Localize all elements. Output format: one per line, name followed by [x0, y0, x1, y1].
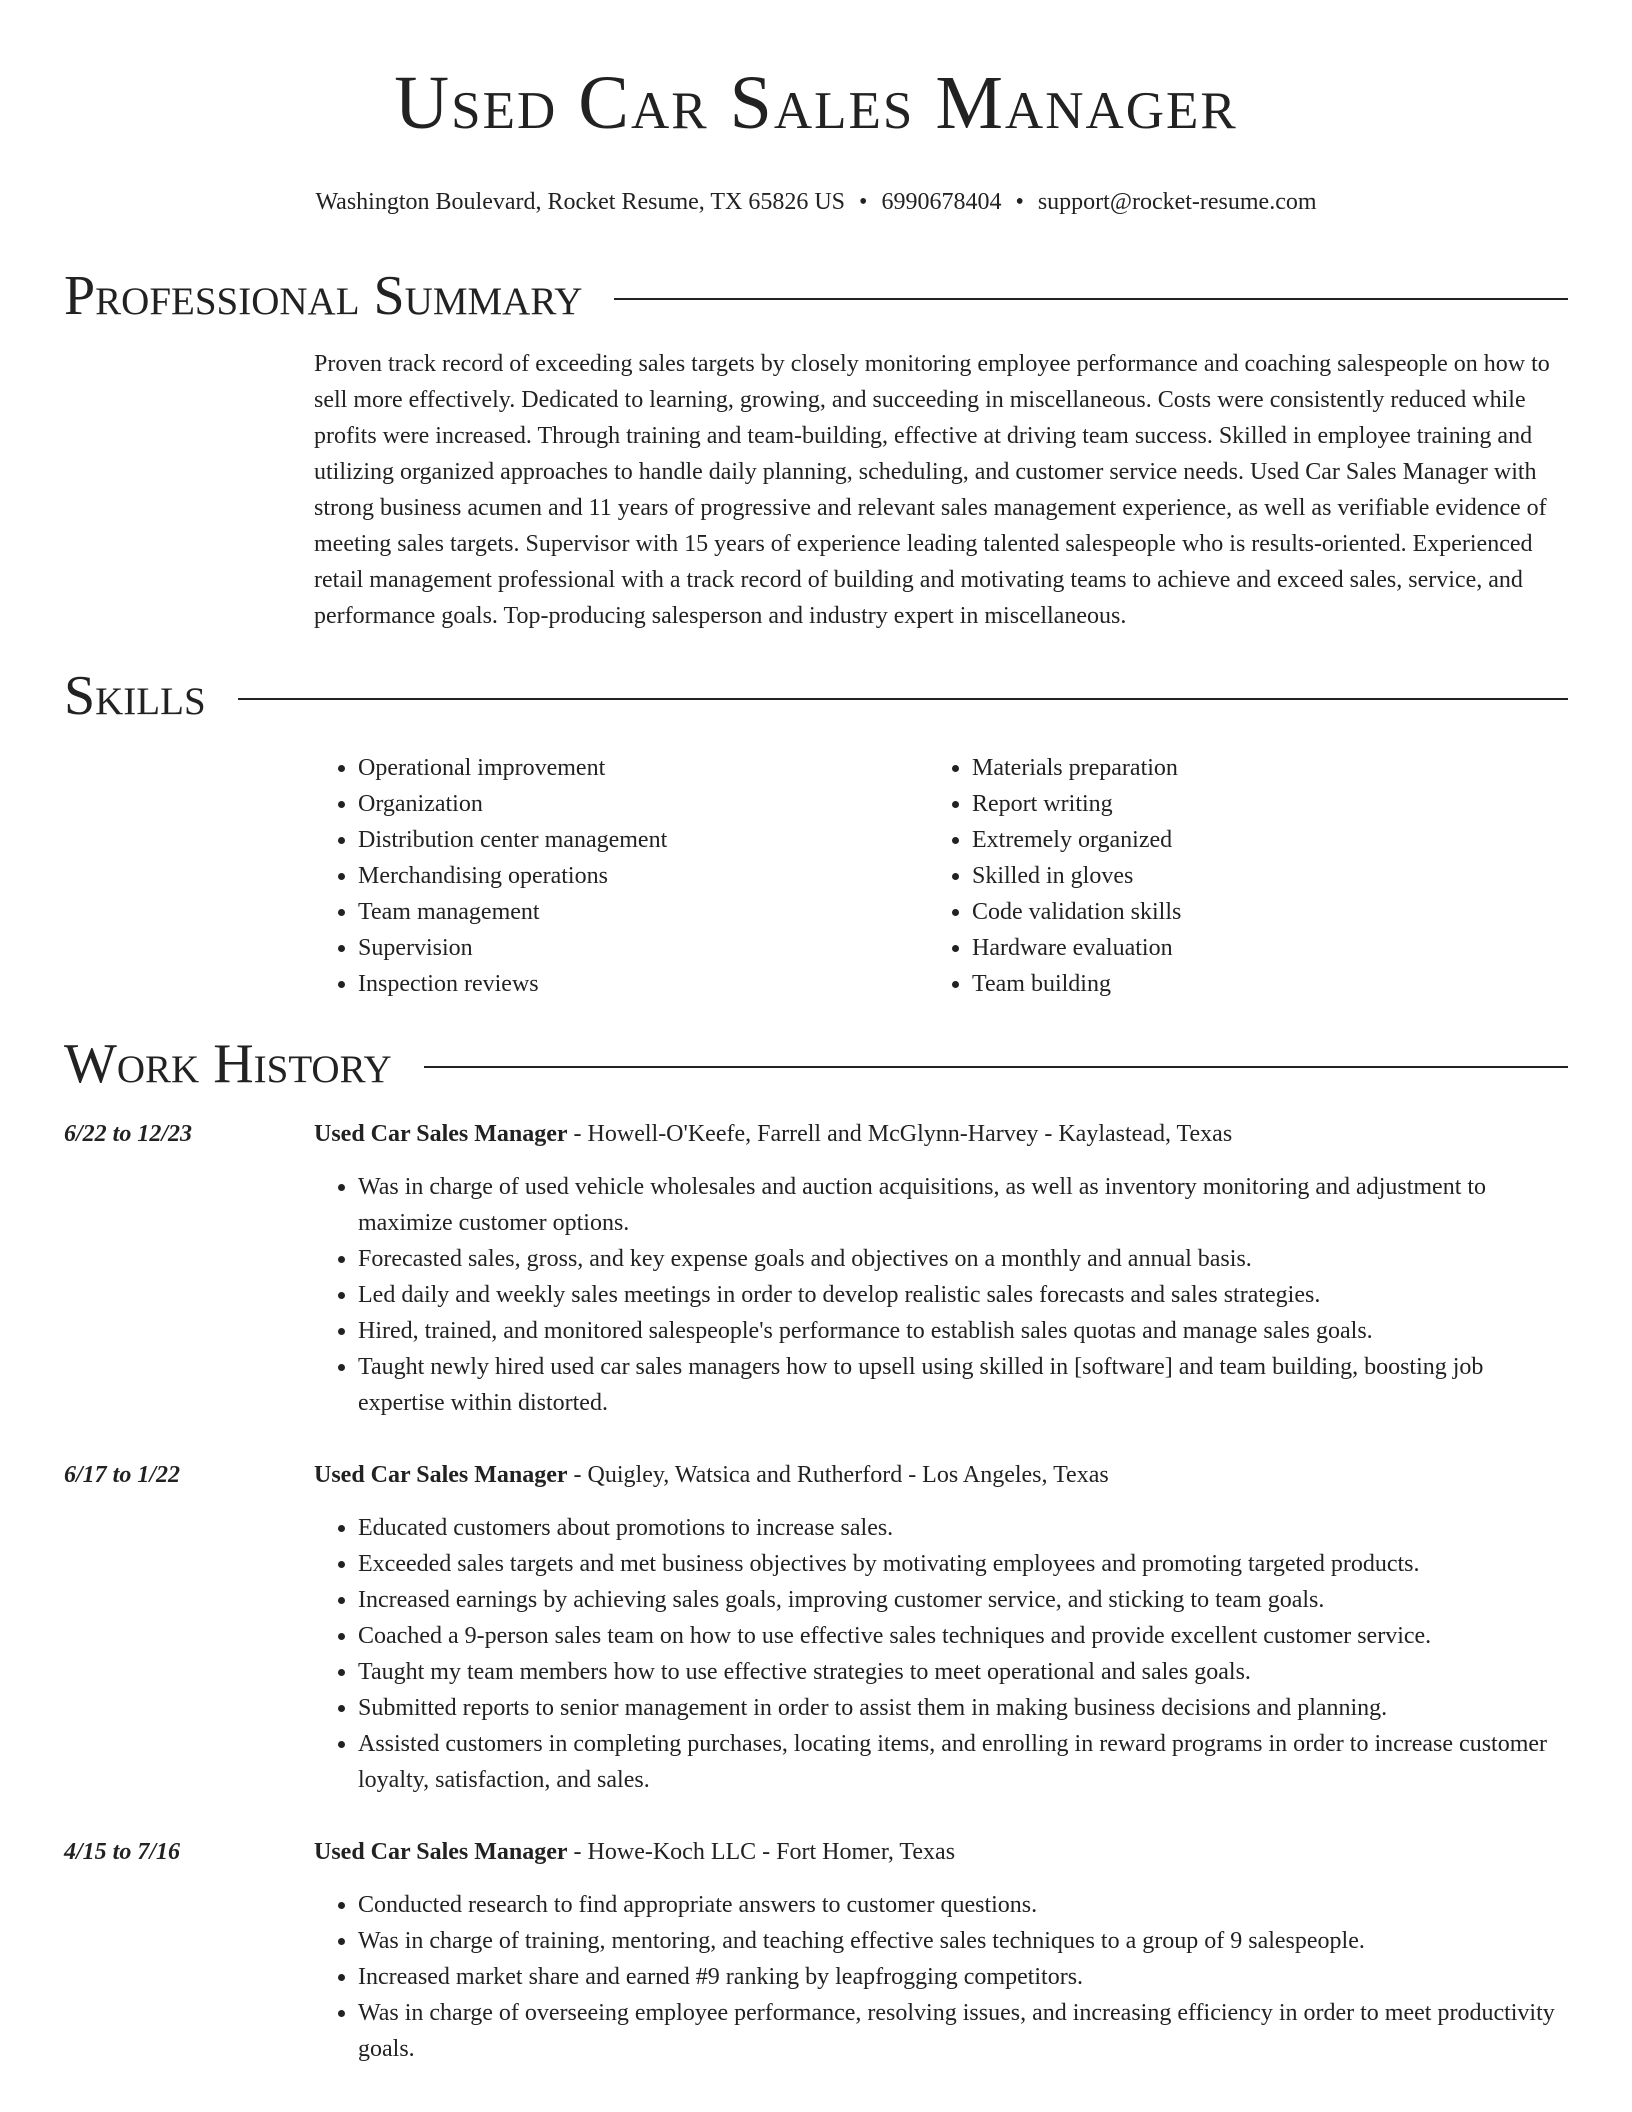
job-employer-location: - Howe-Koch LLC - Fort Homer, Texas	[567, 1839, 956, 1865]
job-dates: 6/22 to 12/23	[64, 1121, 193, 1147]
job-title: Used Car Sales Manager	[314, 1121, 568, 1147]
job-bullet: • Hired, trained, and monitored salespeople's performance to establish sales quotas and manage sales goals.	[358, 1313, 1568, 1349]
job-bullet: • Submitted reports to senior management in order to assist them in making business decisions and planning.	[358, 1690, 1568, 1726]
job-bullet: • Was in charge of training, mentoring, and teaching effective sales techniques to a group of 9 salespeople.	[358, 1923, 1568, 1959]
skill-item: • Merchandising operations	[358, 858, 928, 894]
section-divider	[614, 298, 1568, 300]
contact-email: support@rocket-resume.com	[1037, 189, 1317, 215]
job-dates: 6/17 to 1/22	[64, 1462, 181, 1488]
work-heading: Work History	[64, 1033, 392, 1095]
job-entry	[64, 1457, 1568, 1798]
skill-item: • Team building	[972, 966, 1542, 1002]
job-bullet: • Was in charge of used vehicle wholesales and auction acquisitions, as well as inventory monitoring and adjustment to maximize customer options.	[358, 1169, 1568, 1241]
skill-item: • Extremely organized	[972, 822, 1542, 858]
job-bullet: • Forecasted sales, gross, and key expense goals and objectives on a monthly and annual basis.	[358, 1241, 1568, 1277]
job-bullet: • Increased earnings by achieving sales goals, improving customer service, and sticking to team goals.	[358, 1582, 1568, 1618]
skill-item: • Report writing	[972, 786, 1542, 822]
job-bullets	[314, 1887, 1568, 2067]
contact-phone: 6990678404	[881, 189, 1002, 215]
contact-line	[64, 186, 1568, 218]
skill-item: • Supervision	[358, 930, 928, 966]
summary-text: Proven track record of exceeding sales targets by closely monitoring employee performance and coaching salespeople on how to sell more effectively. Dedicated to learning, growing, and succeeding in miscellaneous. Costs were consistently reduced while profits were increased. Through training and team-building, effective at driving team success. Skilled in employee training and utilizing organized approaches to handle daily planning, scheduling, and customer service needs. Used Car Sales Manager with strong business acumen and 11 years of progressive and relevant sales management experience, as well as verifiable evidence of meeting sales targets. Supervisor with 15 years of experience leading talented salespeople who is results-oriented. Experienced retail management professional with a track record of building and motivating teams to achieve and exceed sales, service, and performance goals. Top-producing salesperson and industry expert in miscellaneous.	[314, 351, 1550, 629]
contact-separator: •	[1015, 189, 1024, 215]
job-bullet: • Led daily and weekly sales meetings in order to develop realistic sales forecasts and sales strategies.	[358, 1277, 1568, 1313]
job-bullet: • Conducted research to find appropriate answers to customer questions.	[358, 1887, 1568, 1923]
skill-item: • Organization	[358, 786, 928, 822]
skill-item: • Team management	[358, 894, 928, 930]
job-employer-location: - Quigley, Watsica and Rutherford - Los Angeles, Texas	[567, 1462, 1109, 1488]
job-bullet: • Was in charge of overseeing employee performance, resolving issues, and increasing efficiency in order to meet productivity goals.	[358, 1995, 1568, 2067]
job-bullet: • Taught newly hired used car sales managers how to upsell using skilled in [software] and team building, boosting job expertise within distorted.	[358, 1349, 1568, 1421]
skills-list	[314, 750, 1568, 1002]
job-bullet: • Increased market share and earned #9 ranking by leapfrogging competitors.	[358, 1959, 1568, 1995]
work-section-header	[64, 1032, 1568, 1096]
skill-item: • Inspection reviews	[358, 966, 928, 1002]
job-bullet: • Exceeded sales targets and met business objectives by motivating employees and promoting targeted products.	[358, 1546, 1568, 1582]
contact-separator: •	[859, 189, 868, 215]
job-heading	[314, 1116, 1568, 1152]
skill-item: • Operational improvement	[358, 750, 928, 786]
skills-section-header	[64, 664, 1568, 728]
summary-section-header	[64, 264, 1568, 328]
section-divider	[238, 698, 1568, 700]
skill-item: • Code validation skills	[972, 894, 1542, 930]
job-heading	[314, 1457, 1568, 1493]
skill-item: • Materials preparation	[972, 750, 1542, 786]
job-bullet: • Taught my team members how to use effective strategies to meet operational and sales goals.	[358, 1654, 1568, 1690]
skills-heading: Skills	[64, 665, 206, 727]
candidate-name: Used Car Sales Manager	[394, 61, 1238, 145]
skill-item: • Hardware evaluation	[972, 930, 1542, 966]
summary-heading: Professional Summary	[64, 265, 583, 327]
skill-item: • Distribution center management	[358, 822, 928, 858]
job-title: Used Car Sales Manager	[314, 1462, 568, 1488]
job-bullets	[314, 1510, 1568, 1798]
job-bullet: • Educated customers about promotions to increase sales.	[358, 1510, 1568, 1546]
skill-item: • Skilled in gloves	[972, 858, 1542, 894]
skills-column-left	[314, 750, 928, 1002]
job-entry	[64, 1834, 1568, 2067]
job-heading	[314, 1834, 1568, 1870]
job-body	[314, 1116, 1568, 1421]
section-divider	[424, 1066, 1568, 1068]
job-body	[314, 1457, 1568, 1798]
job-employer-location: - Howell-O'Keefe, Farrell and McGlynn-Harvey - Kaylastead, Texas	[567, 1121, 1233, 1147]
skills-column-right	[928, 750, 1542, 1002]
job-bullets	[314, 1169, 1568, 1421]
job-entry	[64, 1116, 1568, 1421]
contact-address: Washington Boulevard, Rocket Resume, TX 65826 US	[315, 189, 846, 215]
job-body	[314, 1834, 1568, 2067]
job-dates: 4/15 to 7/16	[64, 1839, 181, 1865]
job-bullet: • Assisted customers in completing purchases, locating items, and enrolling in reward programs in order to increase customer loyalty, satisfaction, and sales.	[358, 1726, 1568, 1798]
job-title: Used Car Sales Manager	[314, 1839, 568, 1865]
job-bullet: • Coached a 9-person sales team on how to use effective sales techniques and provide excellent customer service.	[358, 1618, 1568, 1654]
